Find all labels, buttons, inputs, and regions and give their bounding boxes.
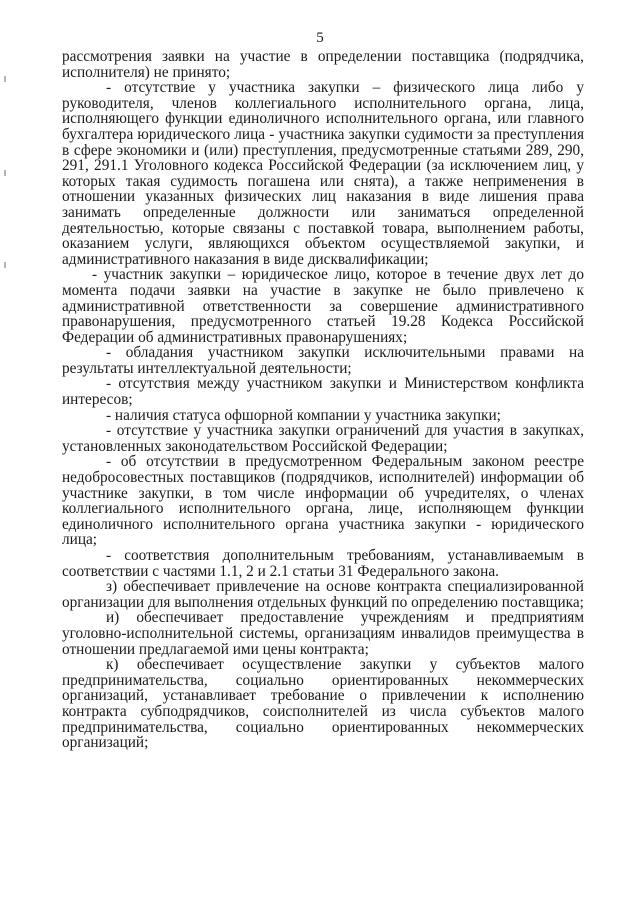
paragraph: и) обеспечивает предоставление учреждениям и предприятиям уголовно-исполнительной системы, организациям инвалидов преимущества в отношении предлагаемой ими цены контракта;	[62, 609, 584, 658]
paragraph: - отсутствие у участника закупки ограничений для участия в закупках, установленных законодательством Российской Федерации;	[62, 422, 584, 455]
paragraph: - об отсутствии в предусмотренном Федеральным законом реестре недобросовестных поставщиков (подрядчиков, исполнителей) информации об участнике закупки, в том числе информации об учредителях, о членах коллегиального исполнительного органа, лице, исполняющем функции единоличного исполнительного органа участника закупки - юридического лица;	[62, 453, 584, 549]
page-number: 5	[316, 30, 324, 46]
scan-edge-mark	[4, 262, 6, 268]
paragraph: - участник закупки – юридическое лицо, которое в течение двух лет до момента подачи заявки на участие в закупке не было привлечено к административной ответственности за совершение административного правонарушения, предусмотренного статьей 19.28 Кодекса Российской Федерации об административных правонарушениях;	[62, 266, 584, 346]
paragraph: к) обеспечивает осуществление закупки у субъектов малого предпринимательства, социально ориентированных некоммерческих организаций, устанавливает требование о привлечении к исполнению контракта субподрядчиков, соисполнителей из числа субъектов малого предпринимательства, социально ориентированных некоммерческих организаций;	[62, 656, 584, 752]
paragraph: - наличия статуса офшорной компании у участника закупки;	[106, 406, 501, 424]
scan-edge-mark	[4, 76, 6, 82]
paragraph: з) обеспечивает привлечение на основе контракта специализированной организации для выполнения отдельных функций по определению поставщика;	[62, 578, 584, 611]
paragraph: рассмотрения заявки на участие в определении поставщика (подрядчика, исполнителя) не принято;	[62, 48, 584, 81]
paragraph: - соответствия дополнительным требованиям, устанавливаемым в соответствии с частями 1.1, 2 и 2.1 статьи 31 Федерального закона.	[62, 547, 584, 580]
paragraph: - отсутствия между участником закупки и Министерством конфликта интересов;	[62, 375, 584, 409]
paragraph: - отсутствие у участника закупки – физического лица либо у руководителя, членов коллегиального исполнительного органа, лица, исполняющего функции единоличного исполнительного органа, или главного бухгалтера юридического лица - участника закупки судимости за преступления в сфере экономики и (или) преступления, предусмотренные статьями 289, 290, 291, 291.1 Уголовного кодекса Российской Федерации (за исключением лиц, у которых такая судимость погашена или снята), а также неприменения в отношении указанных физических лиц наказания в виде лишения права занимать определенные должности или заниматься определенной деятельностью, которые связаны с поставкой товара, выполнением работы, оказанием услуги, являющихся объектом осуществляемой закупки, и административного наказания в виде дисквалификации;	[62, 79, 584, 268]
paragraph: - обладания участником закупки исключительными правами на результаты интеллектуальной деятельности;	[62, 344, 584, 377]
scan-edge-mark	[4, 170, 6, 176]
document-body	[62, 49, 584, 751]
